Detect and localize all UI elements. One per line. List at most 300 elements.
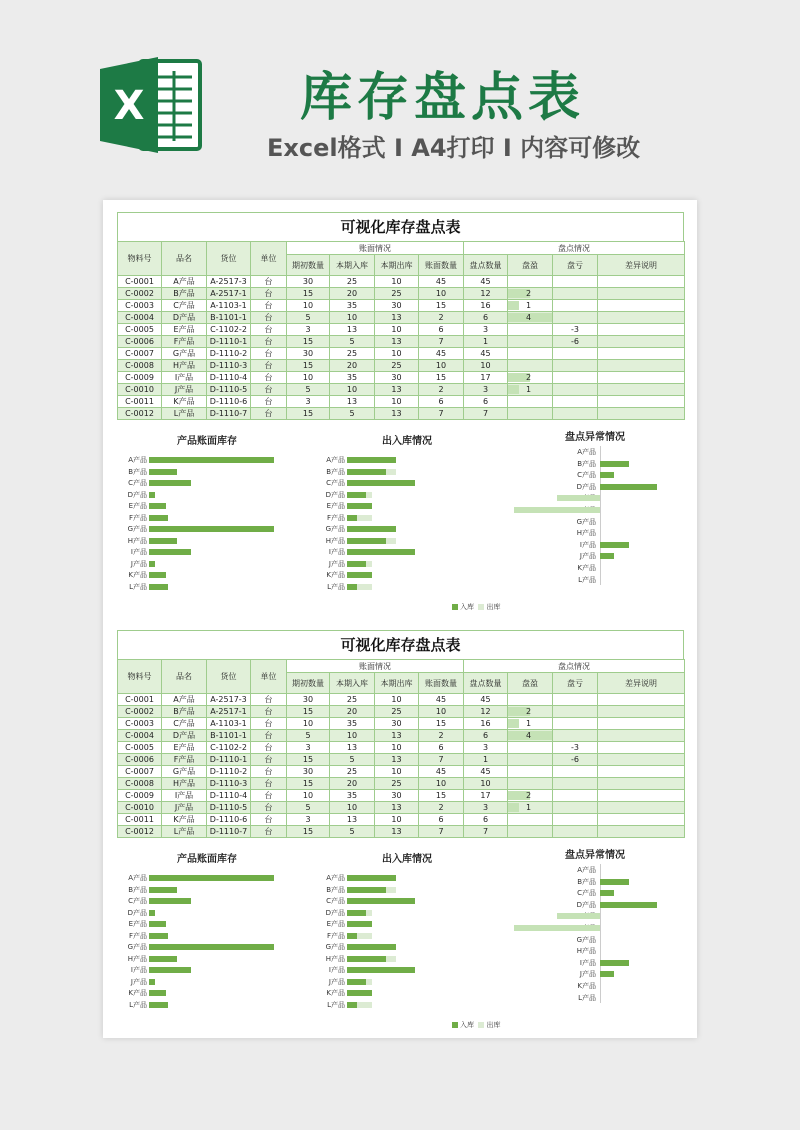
cell-opening: 15 <box>287 288 330 300</box>
cell-unit: 台 <box>251 396 287 408</box>
cell-loss <box>553 276 598 288</box>
cell-in: 13 <box>330 814 375 826</box>
cell-out: 10 <box>375 766 419 778</box>
cell-book: 45 <box>419 276 464 288</box>
cell-opening: 15 <box>287 706 330 718</box>
cell-name: H产品 <box>162 778 207 790</box>
in-bar <box>347 457 396 463</box>
cell-surplus <box>508 694 553 706</box>
cell-surplus <box>508 742 553 754</box>
sheet <box>103 200 697 1038</box>
tick-label: D产品 <box>576 482 596 491</box>
header-book: 账面数量 <box>419 255 464 276</box>
cell-book: 10 <box>419 288 464 300</box>
cell-book: 2 <box>419 730 464 742</box>
stock-bar <box>149 990 166 996</box>
cell-name: D产品 <box>162 730 207 742</box>
cell-name: C产品 <box>162 718 207 730</box>
cell-surplus <box>508 802 553 814</box>
charts-area <box>117 420 684 611</box>
stock-bar <box>149 875 274 881</box>
cell-name: G产品 <box>162 348 207 360</box>
in-bar <box>347 538 386 544</box>
cell-surplus <box>508 754 553 766</box>
header-location: 货位 <box>207 660 251 694</box>
cell-out: 25 <box>375 706 419 718</box>
cell-surplus <box>508 324 553 336</box>
cell-out: 10 <box>375 324 419 336</box>
stock-bar <box>149 1002 168 1008</box>
tick-label: F产品 <box>128 513 147 522</box>
tick-label: A产品 <box>577 866 596 874</box>
diff-bar <box>600 461 629 467</box>
cell-note <box>598 754 685 766</box>
cell-note <box>598 730 685 742</box>
cell-surplus <box>508 372 553 384</box>
cell-book: 45 <box>419 694 464 706</box>
tick-label: K产品 <box>577 982 596 990</box>
cell-book: 7 <box>419 826 464 838</box>
header-note: 差异说明 <box>598 255 685 276</box>
tick-label: J产品 <box>579 970 596 979</box>
cell-code: C-0006 <box>118 336 162 348</box>
cell-counted: 45 <box>464 694 508 706</box>
cell-in: 25 <box>330 694 375 706</box>
cell-loss <box>553 360 598 372</box>
tick-label: F产品 <box>326 513 345 522</box>
stock-bar <box>149 933 168 939</box>
cell-code: C-0012 <box>118 826 162 838</box>
cell-note <box>598 718 685 730</box>
cell-loc: A-2517-3 <box>207 694 251 706</box>
cell-note <box>598 766 685 778</box>
stock-bar <box>149 979 155 985</box>
header-count-group: 盘点情况 <box>464 660 685 673</box>
cell-out: 30 <box>375 718 419 730</box>
cell-name: C产品 <box>162 300 207 312</box>
cell-note <box>598 790 685 802</box>
cell-counted: 45 <box>464 348 508 360</box>
cell-name: J产品 <box>162 802 207 814</box>
stock-bar <box>149 561 155 567</box>
cell-loss <box>553 718 598 730</box>
cell-opening: 5 <box>287 730 330 742</box>
cell-in: 35 <box>330 300 375 312</box>
cell-out: 13 <box>375 826 419 838</box>
header-counted: 盘点数量 <box>464 673 508 694</box>
stock-bar <box>149 572 166 578</box>
cell-out: 10 <box>375 348 419 360</box>
surplus-value: 4 <box>526 313 532 322</box>
chart-title-flow: 出入库情况 <box>382 436 432 447</box>
header-location: 货位 <box>207 242 251 276</box>
tick-label: A产品 <box>128 456 147 464</box>
cell-in: 25 <box>330 348 375 360</box>
cell-unit: 台 <box>251 742 287 754</box>
in-bar <box>347 944 396 950</box>
surplus-value: 1 <box>526 301 532 310</box>
cell-loss <box>553 778 598 790</box>
diff-bar <box>600 879 629 885</box>
cell-loc: A-2517-1 <box>207 288 251 300</box>
excel-logo-icon <box>100 55 204 155</box>
cell-opening: 3 <box>287 324 330 336</box>
cell-code: C-0005 <box>118 324 162 336</box>
in-bar <box>347 469 386 475</box>
cell-code: C-0011 <box>118 396 162 408</box>
cell-code: C-0004 <box>118 730 162 742</box>
cell-book: 15 <box>419 372 464 384</box>
charts-area <box>117 838 684 1029</box>
cell-name: H产品 <box>162 360 207 372</box>
stock-bar <box>149 887 177 893</box>
cell-name: D产品 <box>162 312 207 324</box>
cell-out: 30 <box>375 300 419 312</box>
cell-in: 25 <box>330 766 375 778</box>
tick-label: C产品 <box>326 479 345 487</box>
tick-label: H产品 <box>127 536 147 545</box>
cell-opening: 15 <box>287 826 330 838</box>
tick-label: K产品 <box>128 989 147 997</box>
cell-surplus <box>508 718 553 730</box>
cell-loss: -6 <box>553 336 598 348</box>
table-row <box>118 742 685 754</box>
header-unit: 单位 <box>251 242 287 276</box>
table-row <box>118 826 685 838</box>
diff-bar <box>600 902 657 908</box>
cell-name: K产品 <box>162 814 207 826</box>
chart-legend <box>452 602 500 612</box>
header-unit: 单位 <box>251 660 287 694</box>
tick-label: J产品 <box>130 559 147 568</box>
in-bar <box>347 956 386 962</box>
tick-label: I产品 <box>130 966 147 974</box>
cell-surplus <box>508 706 553 718</box>
cell-out: 13 <box>375 312 419 324</box>
cell-loc: D-1110-6 <box>207 814 251 826</box>
cell-loc: D-1110-5 <box>207 384 251 396</box>
stock-bar <box>149 967 191 973</box>
cell-name: G产品 <box>162 766 207 778</box>
in-bar <box>347 584 357 590</box>
tick-label: L产品 <box>578 993 596 1002</box>
header-code: 物料号 <box>118 660 162 694</box>
cell-code: C-0001 <box>118 694 162 706</box>
cell-loss <box>553 312 598 324</box>
cell-code: C-0011 <box>118 814 162 826</box>
cell-code: C-0012 <box>118 408 162 420</box>
cell-opening: 30 <box>287 694 330 706</box>
cell-unit: 台 <box>251 730 287 742</box>
tick-label: E产品 <box>326 502 345 510</box>
cell-loc: D-1110-3 <box>207 778 251 790</box>
cell-out: 13 <box>375 384 419 396</box>
cell-loss <box>553 372 598 384</box>
cell-opening: 30 <box>287 766 330 778</box>
cell-loss <box>553 384 598 396</box>
legend-in: 入库 <box>460 1021 474 1029</box>
cell-note <box>598 396 685 408</box>
cell-opening: 15 <box>287 408 330 420</box>
cell-opening: 10 <box>287 372 330 384</box>
cell-opening: 5 <box>287 802 330 814</box>
cell-loss <box>553 408 598 420</box>
tick-label: B产品 <box>326 885 345 894</box>
tick-label: L产品 <box>578 575 596 584</box>
diff-bar <box>600 542 629 548</box>
cell-in: 35 <box>330 372 375 384</box>
cell-note <box>598 706 685 718</box>
stock-bar <box>149 538 177 544</box>
cell-opening: 3 <box>287 396 330 408</box>
inventory-table <box>117 659 685 838</box>
table-row <box>118 336 685 348</box>
cell-book: 45 <box>419 766 464 778</box>
cell-name: A产品 <box>162 694 207 706</box>
stock-bar <box>149 549 191 555</box>
cell-counted: 6 <box>464 814 508 826</box>
chart-legend <box>452 1020 500 1030</box>
cell-loc: D-1110-7 <box>207 408 251 420</box>
cell-loss: -3 <box>553 742 598 754</box>
cell-code: C-0006 <box>118 754 162 766</box>
header-count-group: 盘点情况 <box>464 242 685 255</box>
cell-unit: 台 <box>251 360 287 372</box>
cell-note <box>598 324 685 336</box>
cell-surplus <box>508 778 553 790</box>
cell-note <box>598 742 685 754</box>
cell-loc: D-1110-6 <box>207 396 251 408</box>
surplus-value: 2 <box>526 289 532 298</box>
cell-counted: 6 <box>464 396 508 408</box>
cell-surplus <box>508 288 553 300</box>
cell-opening: 30 <box>287 276 330 288</box>
cell-loc: D-1110-5 <box>207 802 251 814</box>
tick-label: J产品 <box>328 977 345 986</box>
cell-code: C-0009 <box>118 372 162 384</box>
in-bar <box>347 480 415 486</box>
in-bar <box>347 572 372 578</box>
header-book-group: 账面情况 <box>287 660 464 673</box>
header-name: 品名 <box>162 242 207 276</box>
header-out: 本期出库 <box>375 673 419 694</box>
cell-book: 6 <box>419 814 464 826</box>
cell-book: 7 <box>419 408 464 420</box>
cell-opening: 5 <box>287 384 330 396</box>
cell-code: C-0008 <box>118 778 162 790</box>
table-title: 可视化库存盘点表 <box>117 630 684 659</box>
tick-label: D产品 <box>325 490 345 499</box>
tick-label: L产品 <box>129 1000 147 1009</box>
in-bar <box>347 887 386 893</box>
cell-note <box>598 826 685 838</box>
cell-loc: A-2517-1 <box>207 706 251 718</box>
cell-unit: 台 <box>251 826 287 838</box>
header-in: 本期入库 <box>330 255 375 276</box>
cell-counted: 6 <box>464 730 508 742</box>
cell-in: 13 <box>330 396 375 408</box>
header-name: 品名 <box>162 660 207 694</box>
tick-label: C产品 <box>326 897 345 905</box>
cell-opening: 15 <box>287 336 330 348</box>
cell-surplus <box>508 360 553 372</box>
cell-note <box>598 288 685 300</box>
stock-bar <box>149 457 274 463</box>
tick-label: H产品 <box>127 954 147 963</box>
cell-name: B产品 <box>162 288 207 300</box>
cell-loc: D-1110-2 <box>207 766 251 778</box>
cell-surplus <box>508 826 553 838</box>
tick-label: H产品 <box>576 947 596 956</box>
in-bar <box>347 921 372 927</box>
in-bar <box>347 492 366 498</box>
tick-label: E产品 <box>326 920 345 928</box>
in-bar <box>347 1002 357 1008</box>
tick-label: C产品 <box>128 479 147 487</box>
table-row <box>118 300 685 312</box>
cell-out: 13 <box>375 408 419 420</box>
cell-name: I产品 <box>162 372 207 384</box>
cell-counted: 7 <box>464 826 508 838</box>
tick-label: K产品 <box>577 564 596 572</box>
tick-label: I产品 <box>579 540 596 549</box>
inventory-table <box>117 241 685 420</box>
tick-label: I产品 <box>328 966 345 974</box>
cell-unit: 台 <box>251 300 287 312</box>
diff-bar <box>600 484 657 490</box>
cell-out: 10 <box>375 814 419 826</box>
cell-note <box>598 276 685 288</box>
tick-label: G产品 <box>576 935 596 944</box>
cell-opening: 15 <box>287 778 330 790</box>
cell-counted: 16 <box>464 718 508 730</box>
tick-label: C产品 <box>128 897 147 905</box>
cell-counted: 45 <box>464 276 508 288</box>
tick-label: F产品 <box>128 931 147 940</box>
tick-label: G产品 <box>325 525 345 533</box>
chart-title-flow: 出入库情况 <box>382 854 432 865</box>
cell-out: 13 <box>375 754 419 766</box>
cell-in: 13 <box>330 742 375 754</box>
table-row <box>118 802 685 814</box>
table-row <box>118 790 685 802</box>
cell-loss <box>553 706 598 718</box>
header-note: 差异说明 <box>598 673 685 694</box>
cell-out: 25 <box>375 288 419 300</box>
cell-note <box>598 360 685 372</box>
stock-bar <box>149 480 191 486</box>
table-row <box>118 396 685 408</box>
cell-loss <box>553 802 598 814</box>
cell-loss <box>553 766 598 778</box>
surplus-value: 2 <box>526 707 532 716</box>
cell-in: 5 <box>330 408 375 420</box>
inventory-block-1 <box>117 212 684 611</box>
table-row <box>118 312 685 324</box>
surplus-value: 1 <box>526 803 532 812</box>
chart-title-diff: 盘点异常情况 <box>565 432 625 443</box>
cell-in: 10 <box>330 384 375 396</box>
cell-counted: 12 <box>464 288 508 300</box>
surplus-value: 2 <box>526 373 532 382</box>
cell-note <box>598 336 685 348</box>
table-row <box>118 718 685 730</box>
cell-book: 45 <box>419 348 464 360</box>
header-book-group: 账面情况 <box>287 242 464 255</box>
cell-loc: C-1102-2 <box>207 324 251 336</box>
inventory-block-2 <box>117 630 684 1029</box>
table-row <box>118 276 685 288</box>
stock-bar <box>149 944 274 950</box>
cell-code: C-0009 <box>118 790 162 802</box>
cell-out: 10 <box>375 742 419 754</box>
cell-opening: 10 <box>287 300 330 312</box>
cell-loc: B-1101-1 <box>207 730 251 742</box>
chart-title-stock: 产品账面库存 <box>177 854 237 865</box>
cell-out: 13 <box>375 730 419 742</box>
cell-code: C-0007 <box>118 766 162 778</box>
cell-book: 15 <box>419 300 464 312</box>
cell-counted: 3 <box>464 802 508 814</box>
chart-title-stock: 产品账面库存 <box>177 436 237 447</box>
cell-code: C-0002 <box>118 706 162 718</box>
cell-note <box>598 372 685 384</box>
cell-opening: 15 <box>287 754 330 766</box>
cell-unit: 台 <box>251 312 287 324</box>
in-bar <box>347 549 415 555</box>
in-bar <box>347 933 357 939</box>
cell-counted: 10 <box>464 778 508 790</box>
tick-label: D产品 <box>127 908 147 917</box>
cell-surplus <box>508 300 553 312</box>
cell-out: 10 <box>375 694 419 706</box>
cell-in: 35 <box>330 790 375 802</box>
cell-in: 35 <box>330 718 375 730</box>
cell-loss <box>553 694 598 706</box>
diff-axis <box>600 446 601 585</box>
tick-label: D产品 <box>576 900 596 909</box>
table-title: 可视化库存盘点表 <box>117 212 684 241</box>
tick-label: K产品 <box>128 571 147 579</box>
cell-surplus <box>508 408 553 420</box>
cell-book: 2 <box>419 384 464 396</box>
cell-code: C-0004 <box>118 312 162 324</box>
cell-note <box>598 300 685 312</box>
cell-loc: A-1103-1 <box>207 718 251 730</box>
diff-bar <box>600 971 614 977</box>
cell-note <box>598 348 685 360</box>
cell-book: 15 <box>419 790 464 802</box>
tick-label: A产品 <box>577 448 596 456</box>
banner <box>0 0 800 190</box>
cell-book: 2 <box>419 802 464 814</box>
tick-label: F产品 <box>326 931 345 940</box>
tick-label: J产品 <box>328 559 345 568</box>
legend-out: 出库 <box>486 603 501 611</box>
cell-name: L产品 <box>162 408 207 420</box>
cell-unit: 台 <box>251 754 287 766</box>
tick-label: H产品 <box>325 536 345 545</box>
cell-surplus <box>508 790 553 802</box>
cell-loss <box>553 826 598 838</box>
table-row <box>118 754 685 766</box>
legend-in: 入库 <box>460 603 474 611</box>
cell-note <box>598 694 685 706</box>
cell-book: 6 <box>419 324 464 336</box>
tick-label: L产品 <box>129 582 147 591</box>
cell-name: I产品 <box>162 790 207 802</box>
tick-label: D产品 <box>127 490 147 499</box>
